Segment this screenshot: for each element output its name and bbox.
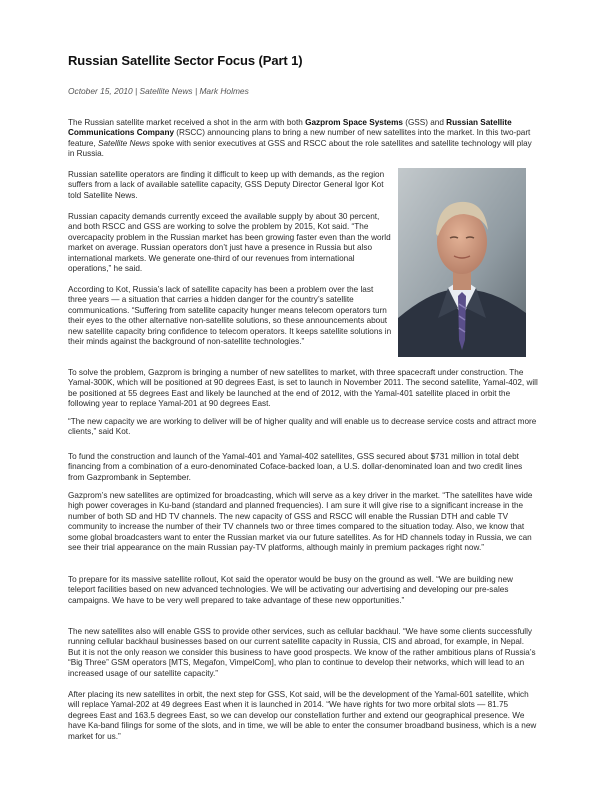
intro-text-1: The Russian satellite market received a shot in the arm with both	[68, 118, 306, 127]
body-paragraph: To prepare for its massive satellite rollout, Kot said the operator would be busy on the ground as well. “We are building new teleport facilities based on new advanced technologies. We will be activating our advertising and developing our pre-sales campaigns. We have to be very well prepared to take advantage of these new opportunities.”	[68, 575, 513, 605]
intro-text-3: (RSCC) announcing plans to bring a new number of new satellites into the market. In this two-part feature,	[68, 128, 531, 148]
portrait-illustration	[398, 168, 526, 357]
body-paragraph: After placing its new satellites in orbit, the next step for GSS, Kot said, will be the development of the Yamal-601 satellite, which will replace Yamal-202 at 49 degrees East when it is launched in 2014. “We have rights for two more orbital slots — 81.75 degrees East and 163.5 degrees East, so we can develop our constellation further and extend our geographical presence. We have Ka-band filings for some of the slots, and in time, we will be able to enter the consumer broadband business, which is a new market for us.”	[68, 690, 537, 741]
portrait-photo	[398, 168, 526, 357]
body-paragraph: Russian satellite operators are finding it difficult to keep up with demands, as the region suffers from a lack of available satellite capacity, GSS Deputy Director General Igor Kot told Satellite News.	[68, 170, 385, 200]
intro-company-rscc: Russian Satellite Communications Company	[68, 118, 512, 138]
body-paragraph: To solve the problem, Gazprom is bringing a number of new satellites to market, with three spacecraft under construction. The Yamal-300K, which will be positioned at 90 degrees East, is set to launch in November 2011. The second satellite, Yamal-402, will be positioned at 55 degrees East and likely be launched at the end of 2012, with the Yamal-401 satellite placed in orbit the following year to replace Yamal-201 at 90 degrees East.	[68, 368, 538, 409]
body-paragraph: According to Kot, Russia’s lack of satellite capacity has been a problem over the last three years — a situation that carries a hidden danger for the country’s satellite communications. “Suffering from satellite capacity hunger means telecom operators turn their eyes to the other alternative non-satellite solutions, so these announcements about new satellite capacity bring confidence to telecom operators. It keeps satellite solutions in their minds against the background of non-satellite technologies.”	[68, 285, 392, 347]
body-paragraph: “The new capacity we are working to deliver will be of higher quality and will enable us to decrease service costs and attract more clients,” said Kot.	[68, 417, 537, 437]
article-title: Russian Satellite Sector Focus (Part 1)	[68, 53, 303, 68]
intro-publication: Satellite News	[98, 138, 150, 148]
intro-company-gss: Gazprom Space Systems	[305, 118, 403, 127]
intro-text-4: spoke with senior executives at GSS and RSCC about the role satellites and satellite technology will play in Russia.	[68, 138, 532, 159]
body-paragraph: Russian capacity demands currently exceed the available supply by about 30 percent, and both RSCC and GSS are working to solve the problem by 2015, Kot said. “The overcapacity problem in the Russian market has been growing faster even than the world market on average. Russian operators don’t just have a presence in Russia but also international markets. We generate one-third of our revenues from international operations,” he said.	[68, 212, 391, 274]
article-byline: October 15, 2010 | Satellite News | Mark Holmes	[68, 86, 249, 96]
body-paragraph: To fund the construction and launch of the Yamal-401 and Yamal-402 satellites, GSS secured about $731 million in total debt financing from a combination of a euro-denominated Coface-backed loan, a U.S. dollar-denominated loan and two credit lines from Gazprombank in September.	[68, 452, 523, 482]
intro-text-2: (GSS) and	[402, 118, 447, 127]
body-paragraph: Gazprom’s new satellites are optimized for broadcasting, which will serve as a key driver in the market. “The satellites have wide high power coverages in Ku-band (standard and planned frequencies). I am sure it will give rise to a significant increase in the number of both SD and HD TV channels. The new capacity of GSS and RSCC will enable the Russian DTH and cable TV community to increase the number of their TV channels two or three times compared to the situation today. Also, we know that some global broadcasters want to enter the Russian market via our future satellites. As for HD channels today in Russia, we can see their trial appearance on the main Russian pay-TV platforms, although mainly in premium packages right now.”	[68, 491, 533, 553]
body-paragraph: The new satellites also will enable GSS to provide other services, such as cellular backhaul. “We have some clients successfully running cellular backhaul businesses based on our current satellite capacity in Russia, CIS and abroad, for example, in Nepal. But it is not the only reason we consider this business to have good prospects. We know of the rather ambitious plans of Russia’s “Big Three” GSM operators [MTS, Megafon, VimpelCom], who plan to continue to develop their networks, which will lead to an increased usage of our satellite capacity.”	[68, 627, 536, 678]
intro-paragraph	[68, 118, 538, 160]
